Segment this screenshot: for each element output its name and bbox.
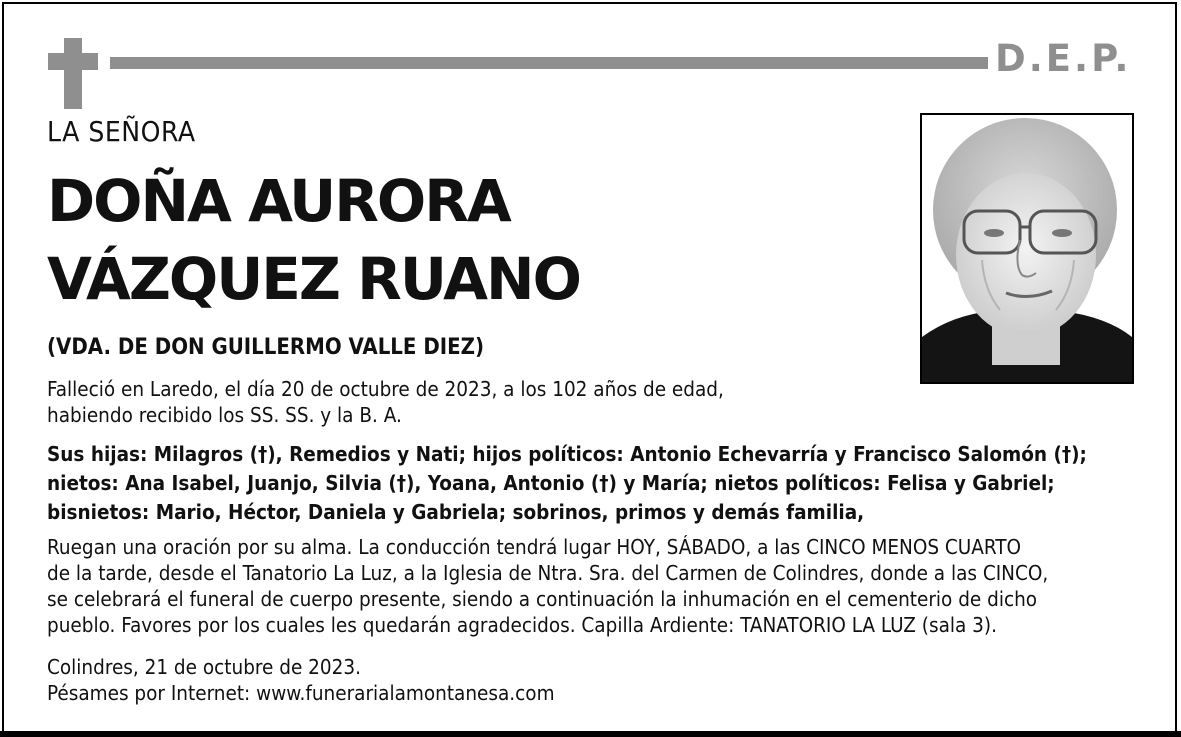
title-label: LA SEÑORA [47,115,196,148]
deceased-name-line1: DOÑA AURORA [47,167,510,235]
date-place: Colindres, 21 de octubre de 2023. [47,655,361,679]
family-line: bisnietos: Mario, Héctor, Daniela y Gabriela; sobrinos, primos y demás familia, [47,500,865,524]
death-notice-line: Falleció en Laredo, el día 20 de octubre de 2023, a los 102 años de edad, [47,377,724,401]
header-rule [110,57,988,69]
service-line: pueblo. Favores por los cuales les quedarán agradecidos. Capilla Ardiente: TANATORIO LA LUZ (sala 3). [47,613,997,637]
deceased-name-line2: VÁZQUEZ RUANO [47,245,580,313]
portrait-photo [920,113,1134,384]
service-line: se celebrará el funeral de cuerpo presente, siendo a continuación la inhumación en el cementerio de dicho [47,587,1038,611]
widow-of: (VDA. DE DON GUILLERMO VALLE DIEZ) [47,335,485,360]
family-list [47,440,1087,527]
service-details [47,534,1048,638]
family-line: Sus hijas: Milagros (†), Remedios y Nati; hijos políticos: Antonio Echevarría y Francisco Salomón (†); [47,442,1087,466]
family-line: nietos: Ana Isabel, Juanjo, Silvia (†), Yoana, Antonio (†) y María; nietos políticos: Felisa y Gabriel; [47,471,1055,495]
dep-heading: D.E.P. [995,37,1132,80]
footer [47,654,555,706]
death-notice [47,376,724,428]
death-notice-line: habiendo recibido los SS. SS. y la B. A. [47,403,402,427]
service-line: de la tarde, desde el Tanatorio La Luz, a la Iglesia de Ntra. Sra. del Carmen de Colindres, donde a las CINCO, [47,561,1049,585]
bottom-border [0,731,1181,737]
condolences-link: Pésames por Internet: www.funerarialamontanesa.com [47,681,555,705]
service-line: Ruegan una oración por su alma. La conducción tendrá lugar HOY, SÁBADO, a las CINCO MENOS CUARTO [47,535,1022,559]
